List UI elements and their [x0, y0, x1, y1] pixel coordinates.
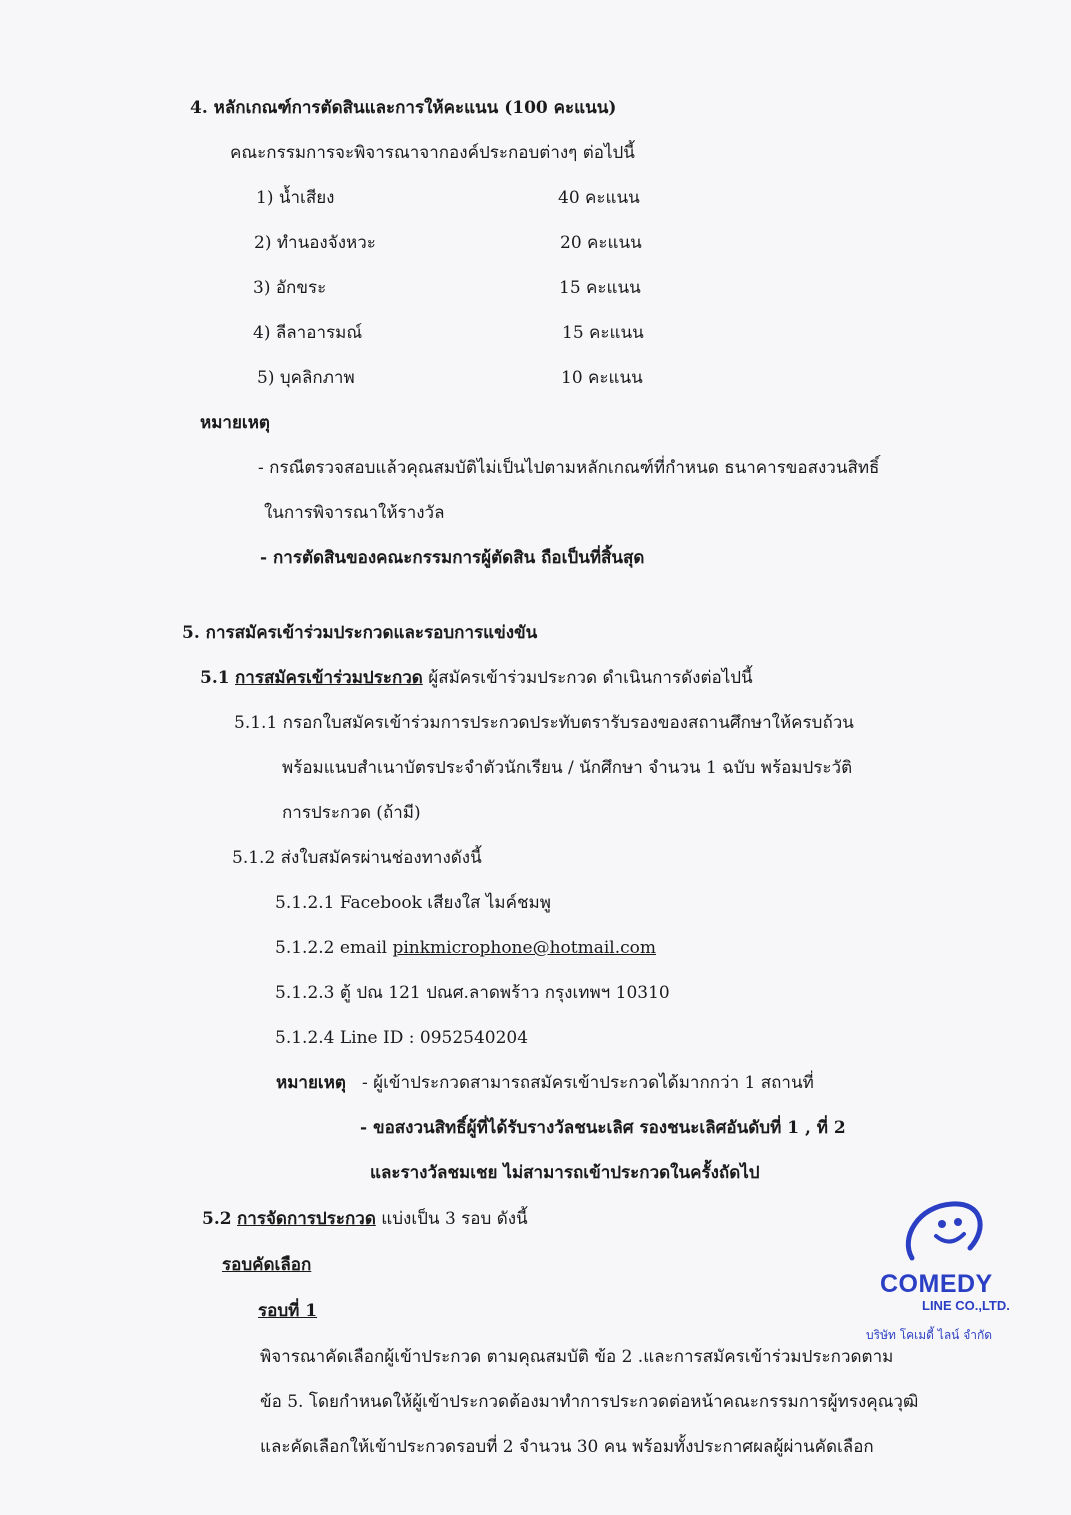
smiley-logo-icon [900, 1198, 990, 1274]
section-4-note-line: - การตัดสินของคณะกรรมการผู้ตัดสิน ถือเป็นที่สิ้นสุด [260, 548, 645, 568]
subsection-title: การสมัครเข้าร่วมประกวด [234, 668, 423, 688]
subsection-5-2-heading [202, 1208, 528, 1230]
subsection-text: แบ่งเป็น 3 รอบ ดังนี้ [381, 1209, 528, 1229]
section-5-note-line: - ขอสงวนสิทธิ์ผู้ที่ได้รับรางวัลชนะเลิศ รองชนะเลิศอันดับที่ 1 , ที่ 2 [360, 1118, 846, 1138]
round-group-title: รอบคัดเลือก [222, 1255, 312, 1275]
subsection-text: ผู้สมัครเข้าร่วมประกวด ดำเนินการดังต่อไปนี้ [428, 668, 753, 688]
round-1-text-line: ข้อ 5. โดยกำหนดให้ผู้เข้าประกวดต้องมาทำการประกวดต่อหน้าคณะกรรมการผู้ทรงคุณวุฒิ [260, 1392, 919, 1412]
round-1-title: รอบที่ 1 [258, 1301, 318, 1321]
section-4-heading: 4. หลักเกณฑ์การตัดสินและการให้คะแนน (100 คะแนน) [190, 98, 617, 118]
item-5-1-1-line: พร้อมแนบสำเนาบัตรประจำตัวนักเรียน / นักศึกษา จำนวน 1 ฉบับ พร้อมประวัติ [282, 758, 853, 778]
criterion-label: 1) น้ำเสียง [256, 188, 335, 208]
section-5-note-title: หมายเหตุ [276, 1073, 346, 1093]
criterion-score: 15 คะแนน [562, 323, 644, 343]
round-1-text-line: พิจารณาคัดเลือกผู้เข้าประกวด ตามคุณสมบัติ ข้อ 2 .และการสมัครเข้าร่วมประกวดตาม [260, 1347, 894, 1367]
section-5-note-line: และรางวัลชมเชย ไม่สามารถเข้าประกวดในครั้งถัดไป [370, 1163, 760, 1183]
channel-facebook: 5.1.2.1 Facebook เสียงใส ไมค์ชมพู [275, 893, 551, 913]
criterion-label: 4) ลีลาอารมณ์ [253, 323, 363, 343]
criterion-score: 40 คะแนน [558, 188, 640, 208]
section-5-note-line: - ผู้เข้าประกวดสามารถสมัครเข้าประกวดได้มากกว่า 1 สถานที่ [362, 1073, 814, 1093]
section-5-heading: 5. การสมัครเข้าร่วมประกวดและรอบการแข่งขัน [182, 623, 538, 643]
section-4-note-title: หมายเหตุ [200, 413, 270, 433]
subsection-number: 5.1 [200, 668, 230, 688]
stamp-company-suffix: LINE CO.,LTD. [922, 1298, 1010, 1313]
item-5-1-1-line: 5.1.1 กรอกใบสมัครเข้าร่วมการประกวดประทับตรารับรองของสถานศึกษาให้ครบถ้วน [234, 713, 854, 733]
criterion-score: 20 คะแนน [560, 233, 642, 253]
item-5-1-2: 5.1.2 ส่งใบสมัครผ่านช่องทางดังนี้ [232, 848, 482, 868]
channel-email-prefix: 5.1.2.2 email [275, 938, 393, 958]
criterion-score: 10 คะแนน [561, 368, 643, 388]
section-4-note-line: ในการพิจารณาให้รางวัล [264, 503, 445, 523]
company-stamp [862, 1198, 1032, 1348]
subsection-number: 5.2 [202, 1209, 232, 1229]
channel-line: 5.1.2.4 Line ID : 0952540204 [275, 1028, 529, 1048]
item-5-1-1-line: การประกวด (ถ้ามี) [282, 803, 421, 823]
email-link[interactable]: pinkmicrophone@hotmail.com [392, 938, 656, 958]
criterion-label: 2) ทำนองจังหวะ [254, 233, 376, 253]
stamp-thai-name: บริษัท โคเมดี้ ไลน์ จำกัด [866, 1328, 993, 1342]
channel-email [275, 937, 656, 959]
stamp-company-name: COMEDY [880, 1270, 993, 1298]
criterion-label: 5) บุคลิกภาพ [257, 368, 355, 388]
section-4-note-line: - กรณีตรวจสอบแล้วคุณสมบัติไม่เป็นไปตามหลักเกณฑ์ที่กำหนด ธนาคารขอสงวนสิทธิ์ [258, 458, 880, 478]
subsection-5-1-heading [200, 667, 753, 689]
round-1-text-line: และคัดเลือกให้เข้าประกวดรอบที่ 2 จำนวน 30 คน พร้อมทั้งประกาศผลผู้ผ่านคัดเลือก [260, 1437, 874, 1457]
section-4-intro: คณะกรรมการจะพิจารณาจากองค์ประกอบต่างๆ ต่อไปนี้ [230, 143, 635, 163]
channel-postbox: 5.1.2.3 ตู้ ปณ 121 ปณศ.ลาดพร้าว กรุงเทพฯ 10310 [275, 983, 670, 1003]
criterion-label: 3) อักขระ [253, 278, 327, 298]
subsection-title: การจัดการประกวด [236, 1209, 376, 1229]
criterion-score: 15 คะแนน [559, 278, 641, 298]
